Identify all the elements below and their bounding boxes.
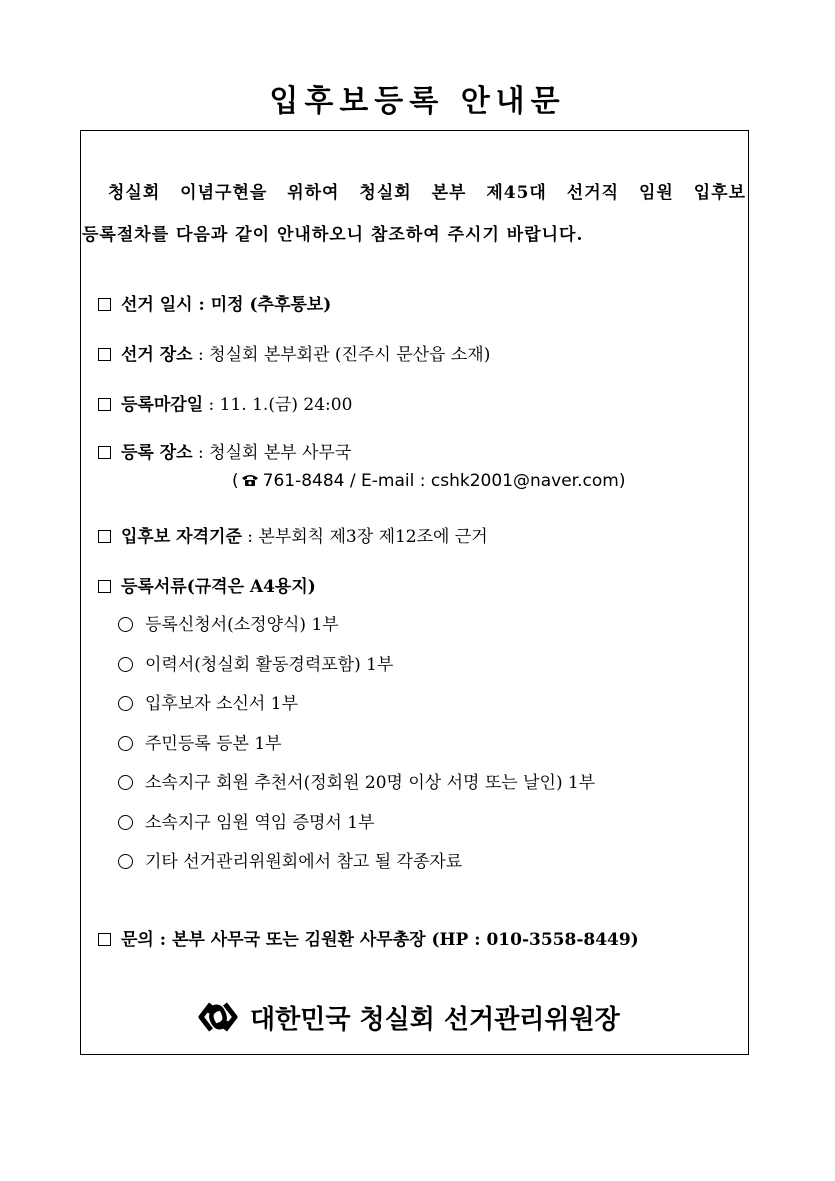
- item-documents: [98, 572, 316, 597]
- intro-paragraph: [82, 172, 746, 256]
- phone-number: 761-8484: [262, 471, 345, 491]
- checkbox-icon: [98, 933, 111, 946]
- circle-bullet-icon: [118, 696, 133, 711]
- list-item-text: 소속지구 임원 역임 증명서 1부: [145, 812, 375, 833]
- checkbox-icon: [98, 298, 111, 311]
- item-election-date: [98, 290, 331, 315]
- item-value: : 미정 (추후통보): [192, 295, 332, 315]
- item-value: : 청실회 본부회관 (진주시 문산읍 소재): [192, 345, 491, 365]
- list-item-text: 이력서(청실회 활동경력포함) 1부: [145, 654, 394, 675]
- email-address[interactable]: cshk2001@naver.com: [430, 471, 619, 491]
- item-inquiry: [98, 925, 639, 950]
- list-item: [118, 768, 595, 808]
- documents-list: [118, 610, 595, 887]
- list-item: [118, 847, 595, 887]
- list-item: [118, 729, 595, 769]
- circle-bullet-icon: [118, 815, 133, 830]
- circle-bullet-icon: [118, 775, 133, 790]
- list-item-text: 기타 선거관리위원회에서 참고 될 각종자료: [145, 852, 463, 872]
- document-title: 입후보등록 안내문: [269, 84, 566, 119]
- item-label: 입후보 자격기준: [121, 527, 242, 547]
- item-label: 등록서류(규격은 A4용지): [121, 577, 316, 597]
- circle-bullet-icon: [118, 854, 133, 869]
- item-qualification: [98, 522, 488, 547]
- checkbox-icon: [98, 398, 111, 411]
- item-label: 선거 장소: [121, 345, 193, 365]
- intro-line-2: 등록절차를 다음과 같이 안내하오니 참조하여 주시기 바랍니다.: [82, 225, 584, 245]
- list-item: [118, 650, 595, 690]
- organization-logo: [198, 998, 238, 1036]
- email-separator: / E-mail :: [344, 471, 431, 491]
- contact-line: ( 761-8484 / E-mail : cshk2001@naver.com): [232, 471, 626, 491]
- item-registration-place: [98, 438, 351, 463]
- item-label: 선거 일시: [121, 295, 193, 315]
- item-value: : 청실회 본부 사무국: [192, 443, 352, 463]
- item-label: 등록 장소: [121, 443, 193, 463]
- item-label: 등록마감일: [121, 395, 204, 415]
- item-value: : 본부회칙 제3장 제12조에 근거: [241, 527, 488, 547]
- signature-text: 대한민국 청실회 선거관리위원장: [250, 1004, 620, 1035]
- item-election-place: [98, 340, 490, 365]
- intro-line-1: 청실회 이념구현을 위하여 청실회 본부 제45대 선거직 임원 입후보: [108, 183, 746, 203]
- signature-footer: [198, 998, 620, 1036]
- list-item: [118, 610, 595, 650]
- list-item-text: 입후보자 소신서 1부: [145, 694, 298, 714]
- list-item-text: 주민등록 등본 1부: [145, 733, 282, 754]
- item-label: 문의 : 본부 사무국 또는 김원환 사무총장 (HP : 010-3558-8449): [121, 930, 639, 950]
- checkbox-icon: [98, 446, 111, 459]
- list-item-text: 소속지구 회원 추천서(정회원 20명 이상 서명 또는 날인) 1부: [145, 773, 596, 793]
- item-value: : 11. 1.(금) 24:00: [203, 395, 353, 415]
- circle-bullet-icon: [118, 736, 133, 751]
- list-item: [118, 808, 595, 848]
- phone-icon: [241, 473, 259, 487]
- circle-bullet-icon: [118, 657, 133, 672]
- list-item: [118, 689, 595, 729]
- circle-bullet-icon: [118, 617, 133, 632]
- checkbox-icon: [98, 348, 111, 361]
- item-deadline: [98, 390, 352, 415]
- list-item-text: 등록신청서(소정양식) 1부: [145, 615, 339, 635]
- checkbox-icon: [98, 530, 111, 543]
- checkbox-icon: [98, 580, 111, 593]
